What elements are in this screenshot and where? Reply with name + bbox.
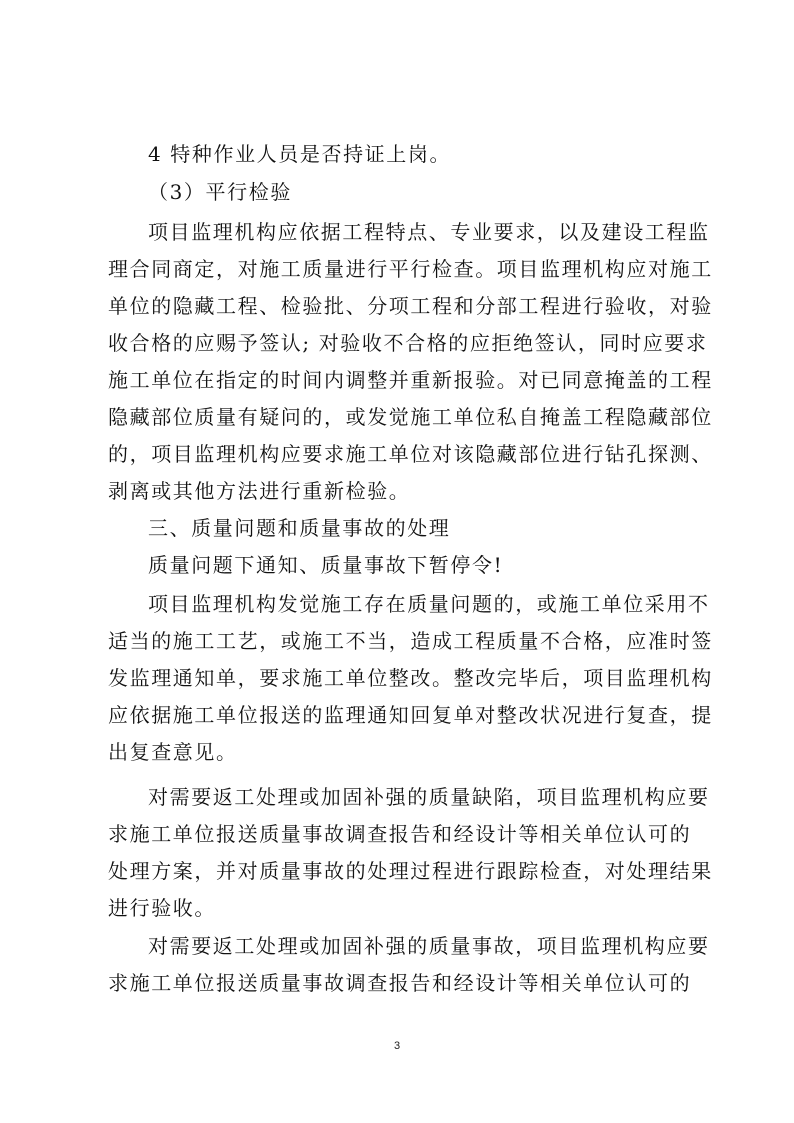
paragraph-line: 发监理通知单，要求施工单位整改。整改完毕后，项目监理机构	[108, 666, 713, 690]
paragraph-line: 理合同商定，对施工质量进行平行检查。项目监理机构应对施工	[108, 257, 713, 281]
paragraph-line: 求施工单位报送质量事故调查报告和经设计等相关单位认可的	[108, 971, 692, 995]
paragraph-line: 适当的施工工艺，或施工不当，造成工程质量不合格，应准时签	[108, 629, 713, 653]
paragraph-line: 求施工单位报送质量事故调查报告和经设计等相关单位认可的	[108, 822, 692, 846]
paragraph-line: 处理方案，并对质量事故的处理过程进行跟踪检查，对处理结果	[108, 859, 713, 883]
paragraph-line: 项目监理机构应依据工程特点、专业要求，以及建设工程监	[148, 220, 710, 244]
section-heading-parallel-inspection: （3）平行检验	[148, 180, 292, 204]
page-number: 3	[393, 1040, 401, 1052]
paragraph-line: 进行验收。	[108, 896, 216, 920]
summary-line: 质量问题下通知、质量事故下暂停令!	[148, 553, 504, 577]
paragraph-line: 出复查意见。	[108, 740, 238, 764]
paragraph-line: 收合格的应赐予签认; 对验收不合格的应拒绝签认，同时应要求	[108, 331, 708, 355]
paragraph-line: 应依据施工单位报送的监理通知回复单对整改状况进行复查，提	[108, 703, 713, 727]
paragraph-line: 项目监理机构发觉施工存在质量问题的，或施工单位采用不	[148, 592, 710, 616]
paragraph-line: 剥离或其他方法进行重新检验。	[108, 479, 411, 503]
paragraph-line: 的，项目监理机构应要求施工单位对该隐藏部位进行钻孔探测、	[108, 442, 713, 466]
list-item-special-workers: 4 特种作业人员是否持证上岗。	[148, 142, 452, 166]
section-heading-quality-issues: 三、质量问题和质量事故的处理	[148, 516, 451, 540]
paragraph-line: 单位的隐藏工程、检验批、分项工程和分部工程进行验收，对验	[108, 294, 713, 318]
paragraph-line: 隐藏部位质量有疑问的，或发觉施工单位私自掩盖工程隐藏部位	[108, 405, 713, 429]
paragraph-line: 对需要返工处理或加固补强的质量事故，项目监理机构应要	[148, 934, 710, 958]
paragraph-line: 对需要返工处理或加固补强的质量缺陷，项目监理机构应要	[148, 785, 710, 809]
paragraph-line: 施工单位在指定的时间内调整并重新报验。对已同意掩盖的工程	[108, 368, 713, 392]
